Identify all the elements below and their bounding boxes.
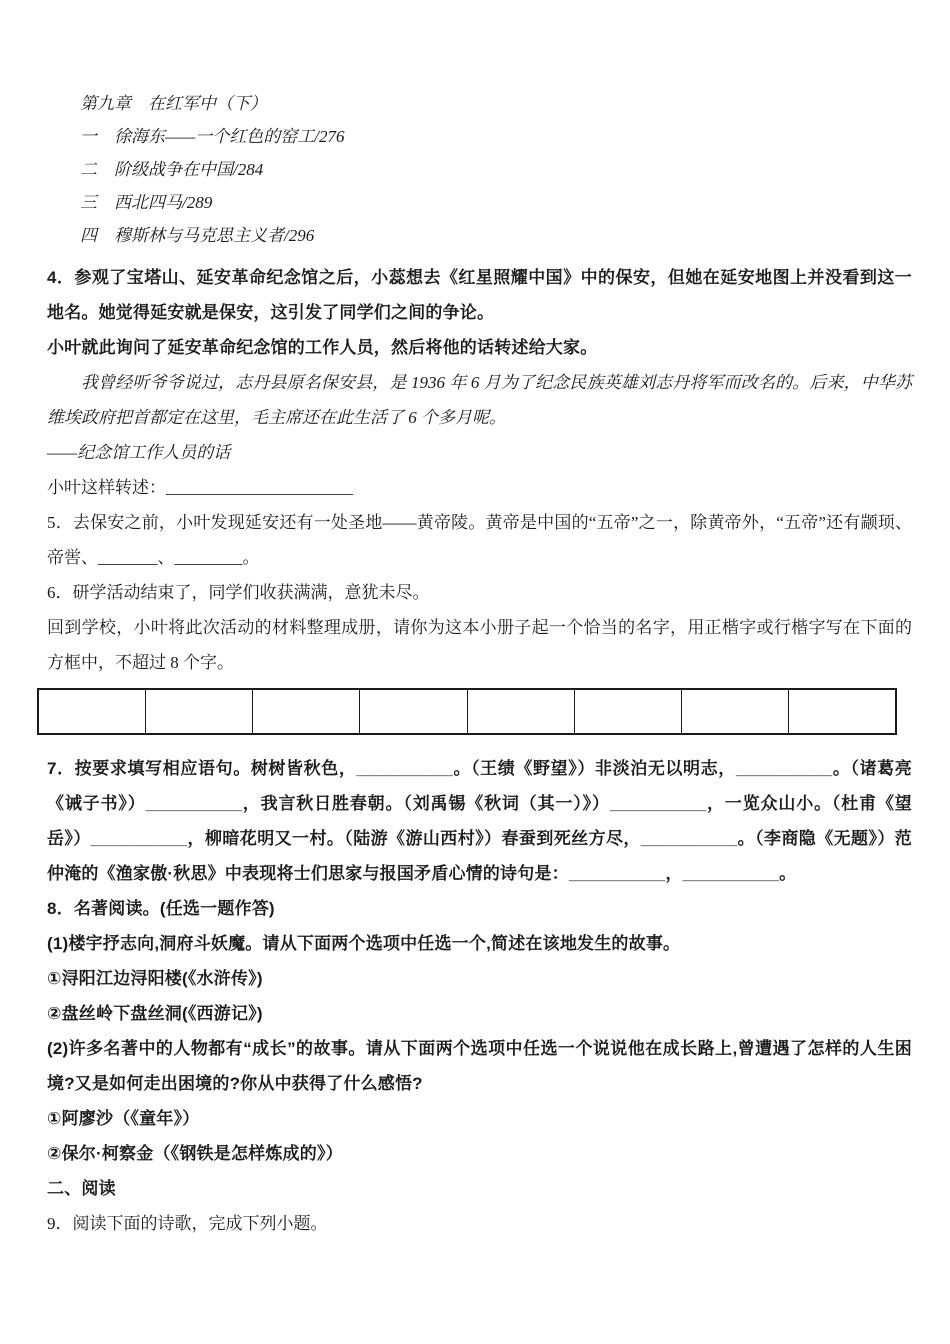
toc-entry-2: 二 阶级战争在中国/284 (80, 160, 264, 179)
toc-entry-4: 四 穆斯林与马克思主义者/296 (80, 226, 315, 245)
question-8 (47, 891, 912, 1171)
question-5 (47, 505, 912, 575)
question-4 (47, 260, 912, 505)
question-4-quote-source: ——纪念馆工作人员的话 (47, 443, 231, 462)
book-toc-excerpt (47, 87, 912, 252)
answer-box-cell[interactable] (145, 689, 252, 734)
toc-entry-3: 三 西北四马/289 (80, 193, 213, 212)
question-9 (47, 1206, 912, 1241)
answer-box-cell[interactable] (467, 689, 574, 734)
question-8-part1-option-2: ②盘丝岭下盘丝洞(《西游记》) (47, 1004, 263, 1023)
toc-chapter-title: 第九章 在红军中（下） (80, 94, 267, 113)
question-6-instruction: 回到学校，小叶将此次活动的材料整理成册，请你为这本小册子起一个恰当的名字，用正楷字或行楷字写在下面的方框中，不超过 8 个字。 (47, 618, 912, 672)
answer-box-table (37, 688, 897, 735)
answer-box-cell[interactable] (682, 689, 789, 734)
retell-prompt: 小叶这样转述： (47, 478, 166, 497)
section-2-heading: 二、阅读 (47, 1179, 116, 1198)
answer-box-cell[interactable] (253, 689, 360, 734)
question-4-followup: 小叶就此询问了延安革命纪念馆的工作人员，然后将他的话转述给大家。 (47, 338, 598, 357)
question-4-intro: 4．参观了宝塔山、延安革命纪念馆之后，小蕊想去《红星照耀中国》中的保安，但她在延安地图上并没看到这一地名。她觉得延安就是保安，这引发了同学们之间的争论。 (47, 268, 912, 322)
answer-box-row (38, 689, 896, 734)
answer-box-cell[interactable] (360, 689, 467, 734)
answer-blank[interactable]: ______________________ (166, 478, 353, 497)
question-6-intro: 6．研学活动结束了，同学们收获满满，意犹未尽。 (47, 583, 430, 602)
question-8-part1-option-1: ①浔阳江边浔阳楼(《水浒传》) (47, 969, 263, 988)
question-6 (47, 575, 912, 735)
question-7 (47, 751, 912, 891)
answer-box-cell[interactable] (574, 689, 681, 734)
toc-entry-1: 一 徐海东——一个红色的窑工/276 (80, 127, 345, 146)
question-8-part2: (2)许多名著中的人物都有“成长”的故事。请从下面两个选项中任选一个说说他在成长路上,曾遭遇了怎样的人生困境?又是如何走出困境的?你从中获得了什么感悟? (47, 1039, 912, 1093)
question-8-title: 8．名著阅读。(任选一题作答) (47, 899, 275, 918)
question-7-text: 7．按要求填写相应语句。树树皆秋色，__________。（王绩《野望》）非淡泊无以明志，__________。（诸葛亮《诫子书》）__________，我言秋日胜春朝。（刘禹锡《秋词（其一）》）__________，一览众山小。（杜甫《望岳》）__________，柳暗花明又一村。（陆游《游山西村》）春蚕到死丝方尽，__________。（李商隐《无题》）范仲淹的《渔家傲·秋思》中表现将士们思家与报国矛盾心情的诗句是：__________，__________。 (47, 759, 912, 883)
question-8-part2-option-2: ②保尔·柯察金（《钢铁是怎样炼成的》） (47, 1144, 343, 1163)
question-4-retell-line (47, 470, 912, 505)
question-8-part1: (1)楼宇抒志向,洞府斗妖魔。请从下面两个选项中任选一个,简述在该地发生的故事。 (47, 934, 681, 953)
question-8-part2-option-1: ①阿廖沙（《童年》） (47, 1109, 200, 1128)
answer-box-cell[interactable] (38, 689, 145, 734)
question-9-text: 9．阅读下面的诗歌，完成下列小题。 (47, 1214, 328, 1233)
question-5-text: 5．去保安之前，小叶发现延安还有一处圣地——黄帝陵。黄帝是中国的“五帝”之一，除黄帝外，“五帝”还有颛顼、帝喾、_______、________。 (47, 513, 912, 567)
answer-box-cell[interactable] (789, 689, 896, 734)
question-4-quote: 我曾经听爷爷说过，志丹县原名保安县，是 1936 年 6 月为了纪念民族英雄刘志丹将军而改名的。后来，中华苏维埃政府把首都定在这里，毛主席还在此生活了 6 个多月呢。 (47, 373, 912, 427)
